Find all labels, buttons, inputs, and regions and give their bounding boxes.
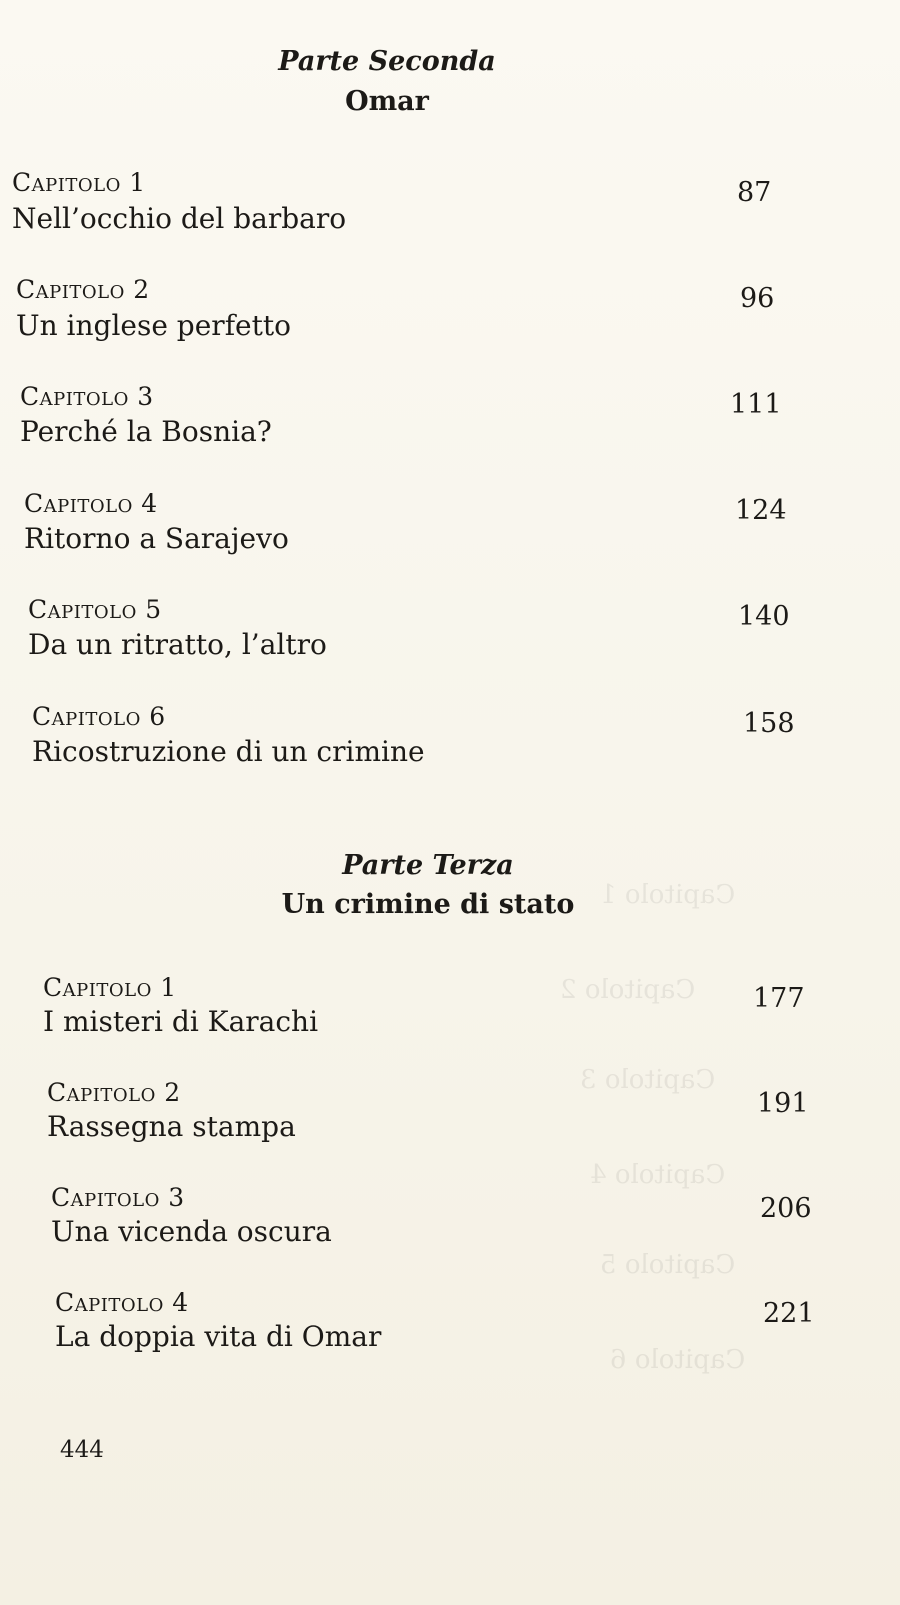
chapter-page-number: 177 (753, 983, 805, 1014)
part-title: Un crimine di stato (281, 889, 575, 920)
show-through-text: Capitolo 4 (590, 1160, 726, 1190)
chapter-page-number: 140 (738, 601, 790, 632)
chapter-title: Perché la Bosnia? (20, 415, 272, 448)
chapter-page-number: 191 (757, 1088, 809, 1119)
part-title: Omar (345, 86, 429, 117)
chapter-label: Capitolo 4 (24, 489, 158, 518)
chapter-label: Capitolo 2 (47, 1078, 181, 1107)
chapter-page-number: 221 (763, 1298, 815, 1329)
chapter-title: Un inglese perfetto (16, 309, 291, 342)
show-through-text: Capitolo 6 (610, 1345, 746, 1375)
chapter-page-number: 96 (740, 283, 775, 314)
page-number: 444 (60, 1437, 104, 1463)
chapter-label: Capitolo 5 (28, 595, 162, 624)
show-through-text: Capitolo 3 (580, 1065, 716, 1095)
chapter-title: Rassegna stampa (47, 1110, 296, 1143)
part-label: Parte Seconda (278, 46, 496, 77)
show-through-text: Capitolo 2 (560, 975, 696, 1005)
chapter-label: Capitolo 3 (20, 382, 154, 411)
show-through-text: Capitolo 1 (600, 880, 736, 910)
chapter-title: Da un ritratto, l’altro (28, 628, 327, 661)
chapter-label: Capitolo 1 (43, 973, 177, 1002)
chapter-title: Ritorno a Sarajevo (24, 522, 289, 555)
chapter-label: Capitolo 1 (12, 168, 146, 197)
chapter-page-number: 87 (737, 177, 772, 208)
chapter-label: Capitolo 4 (55, 1288, 189, 1317)
chapter-page-number: 111 (730, 389, 782, 420)
chapter-page-number: 124 (735, 495, 787, 526)
part-label: Parte Terza (342, 850, 514, 881)
chapter-label: Capitolo 2 (16, 275, 150, 304)
chapter-page-number: 206 (760, 1193, 812, 1224)
chapter-title: Ricostruzione di un crimine (32, 735, 425, 768)
chapter-title: Una vicenda oscura (51, 1215, 332, 1248)
chapter-title: I misteri di Karachi (43, 1005, 319, 1038)
chapter-label: Capitolo 3 (51, 1183, 185, 1212)
chapter-title: Nell’occhio del barbaro (12, 202, 347, 235)
chapter-title: La doppia vita di Omar (55, 1320, 382, 1353)
show-through-text: Capitolo 5 (600, 1250, 736, 1280)
chapter-label: Capitolo 6 (32, 702, 166, 731)
chapter-page-number: 158 (743, 708, 795, 739)
